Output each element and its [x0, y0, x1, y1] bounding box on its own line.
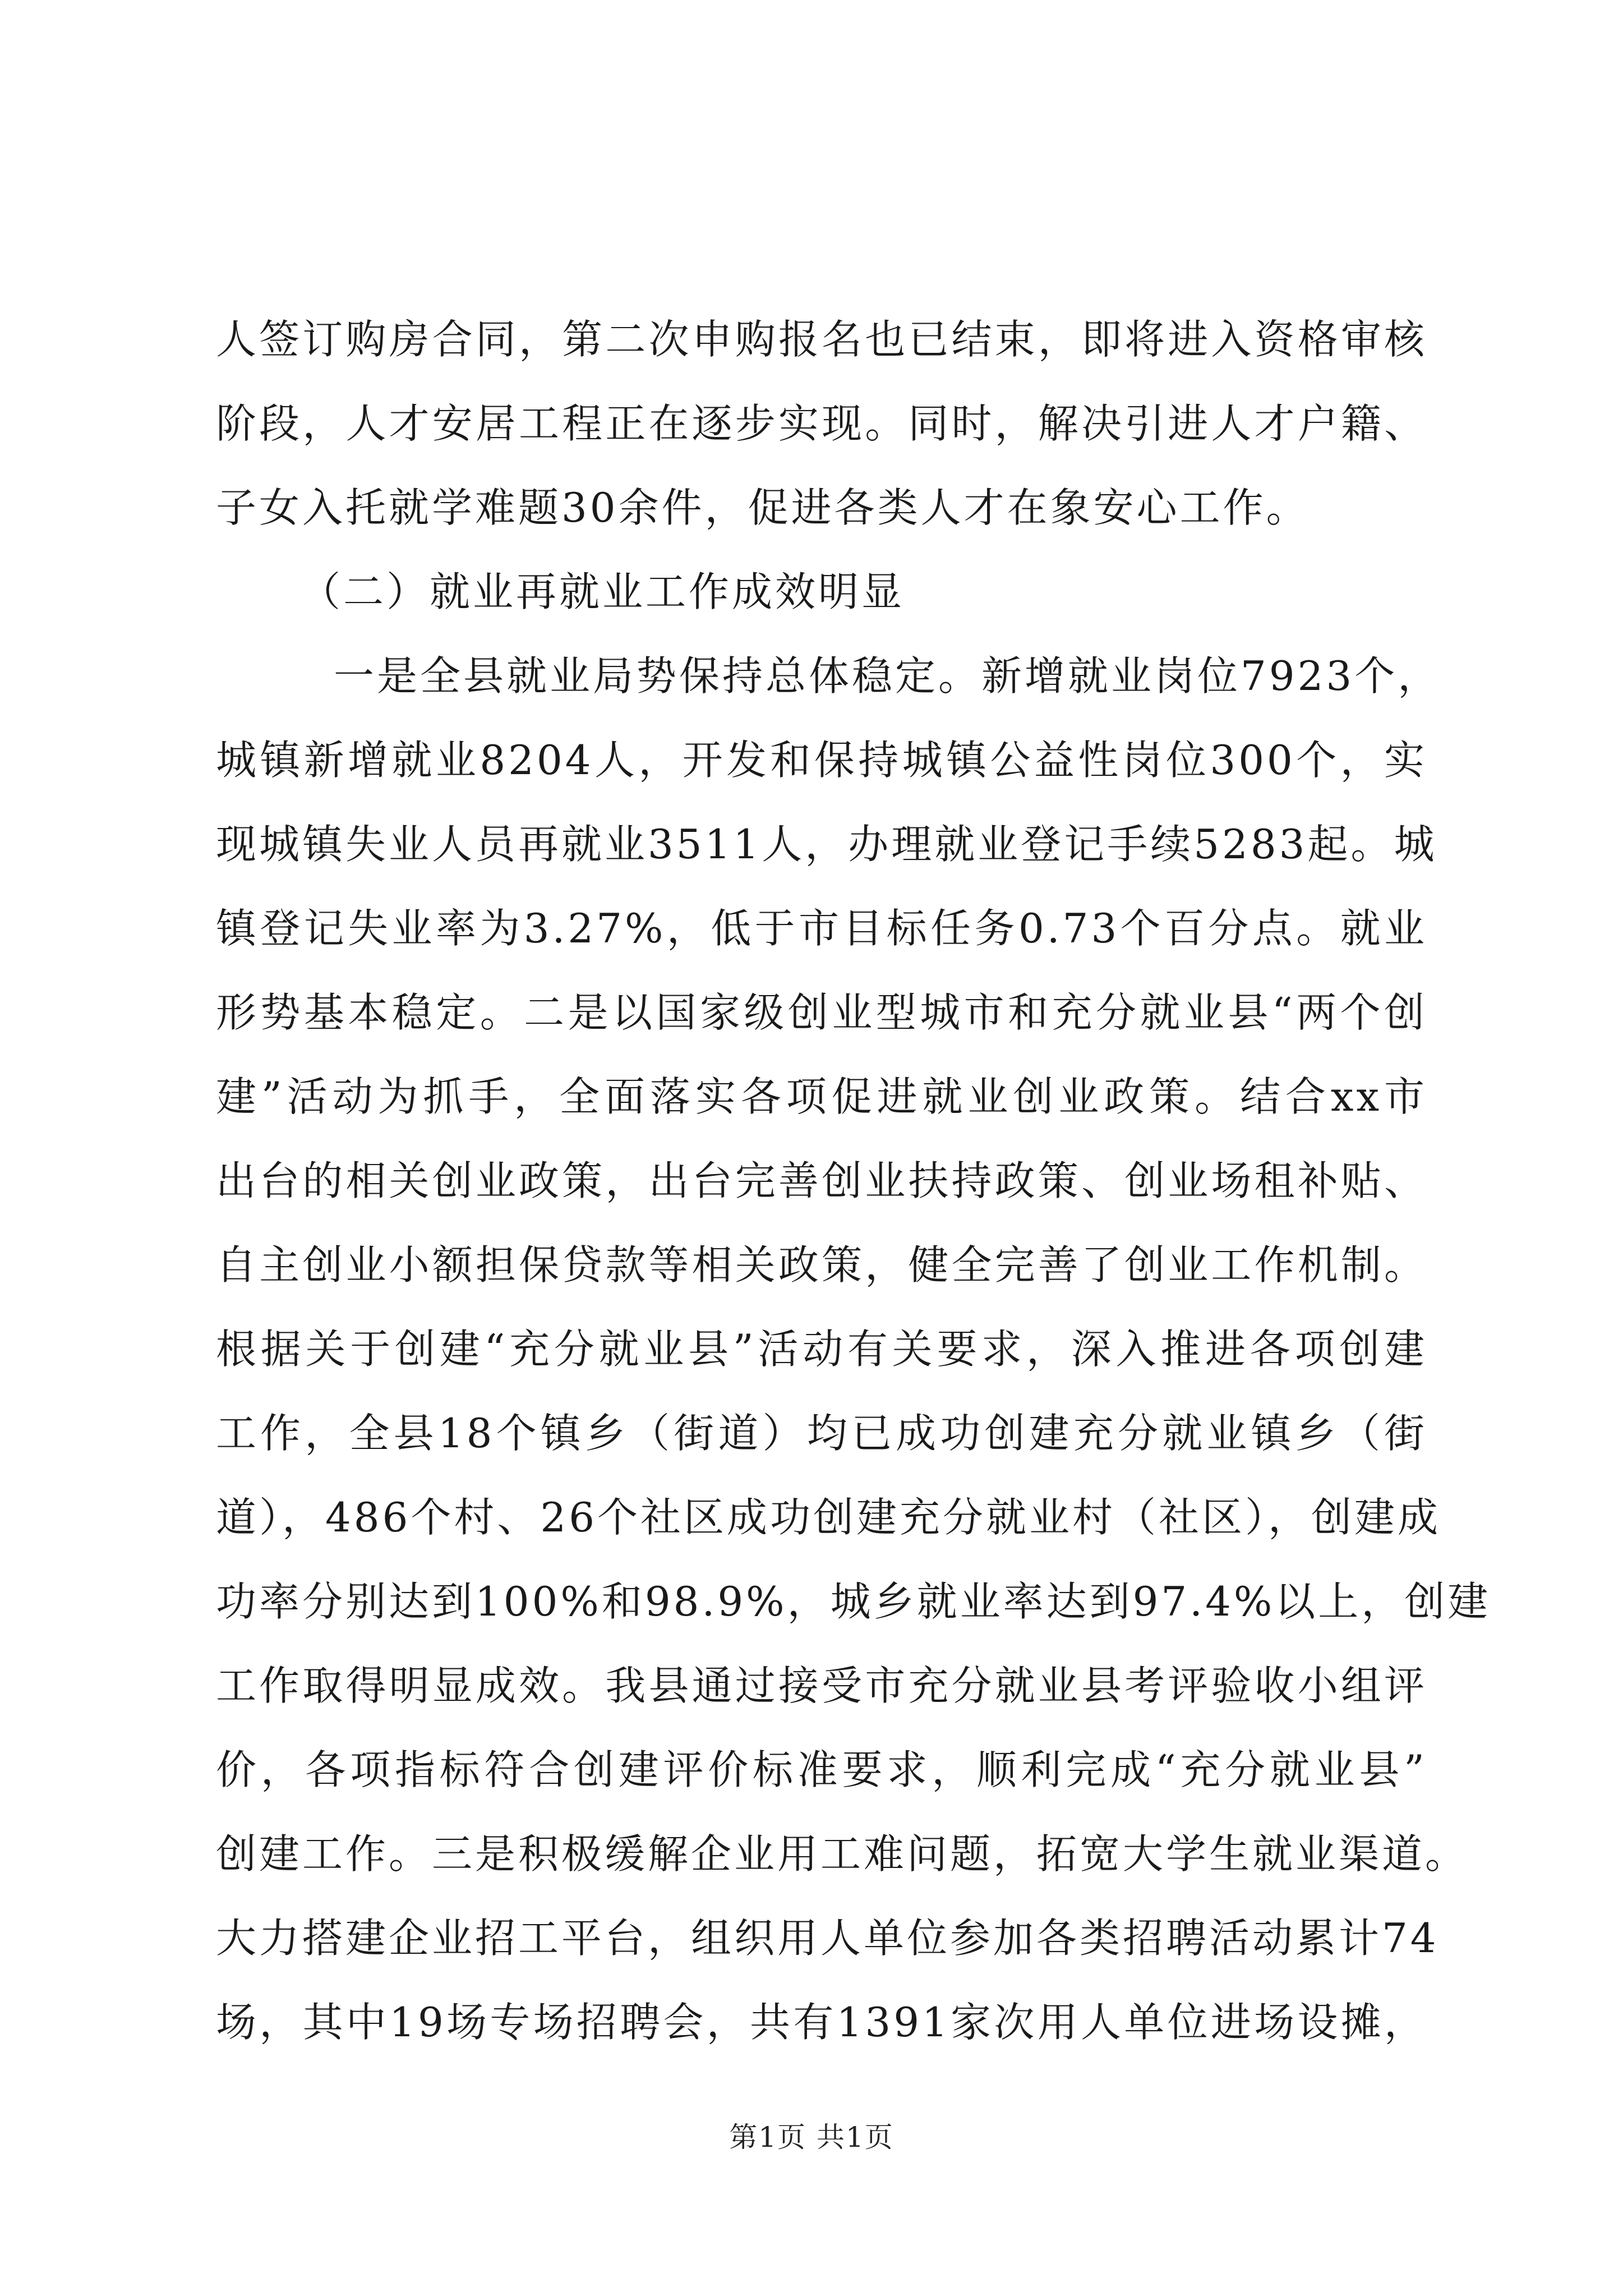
paragraph-line: 人签订购房合同，第二次申购报名也已结束，即将进入资格审核 [216, 316, 1427, 363]
paragraph-line: 功率分别达到100%和98.9%，城乡就业率达到97.4%以上，创建 [216, 1578, 1491, 1625]
paragraph-line: 自主创业小额担保贷款等相关政策，健全完善了创业工作机制。 [216, 1241, 1427, 1289]
paragraph-line: 场，其中19场专场招聘会，共有1391家次用人单位进场设摊， [216, 1999, 1427, 2046]
paragraph-line: 道），486个村、26个社区成功创建充分就业村（社区），创建成 [216, 1494, 1441, 1541]
paragraph-line: 创建工作。三是积极缓解企业用工难问题，拓宽大学生就业渠道。 [216, 1830, 1469, 1878]
paragraph-line: 工作，全县18个镇乡（街道）均已成功创建充分就业镇乡（街 [216, 1410, 1427, 1457]
paragraph-line: 城镇新增就业8204人，开发和保持城镇公益性岗位300个，实 [216, 737, 1427, 784]
section-heading: （二）就业再就业工作成效明显 [300, 568, 905, 615]
paragraph-line: 现城镇失业人员再就业3511人，办理就业登记手续5283起。城 [216, 821, 1437, 868]
paragraph-line: 根据关于创建“充分就业县”活动有关要求，深入推进各项创建 [216, 1326, 1427, 1373]
paragraph-line: 工作取得明显成效。我县通过接受市充分就业县考评验收小组评 [216, 1662, 1427, 1709]
paragraph-line: 一是全县就业局势保持总体稳定。新增就业岗位7923个， [334, 652, 1441, 700]
paragraph-line: 建”活动为抓手，全面落实各项促进就业创业政策。结合xx市 [216, 1073, 1427, 1120]
paragraph-line: 阶段，人才安居工程正在逐步实现。同时，解决引进人才户籍、 [216, 400, 1427, 447]
paragraph-line: 镇登记失业率为3.27%，低于市目标任务0.73个百分点。就业 [216, 905, 1427, 952]
page-footer: 第1页 共1页 [729, 2121, 894, 2154]
paragraph-line: 价，各项指标符合创建评价标准要求，顺利完成“充分就业县” [216, 1746, 1427, 1793]
paragraph-line: 大力搭建企业招工平台，组织用人单位参加各类招聘活动累计74 [216, 1915, 1439, 1962]
paragraph-line: 出台的相关创业政策，出台完善创业扶持政策、创业场租补贴、 [216, 1157, 1427, 1204]
document-body [216, 297, 1491, 2064]
paragraph-line: 形势基本稳定。二是以国家级创业型城市和充分就业县“两个创 [216, 989, 1427, 1036]
paragraph-line: 子女入托就学难题30余件，促进各类人才在象安心工作。 [216, 484, 1310, 531]
